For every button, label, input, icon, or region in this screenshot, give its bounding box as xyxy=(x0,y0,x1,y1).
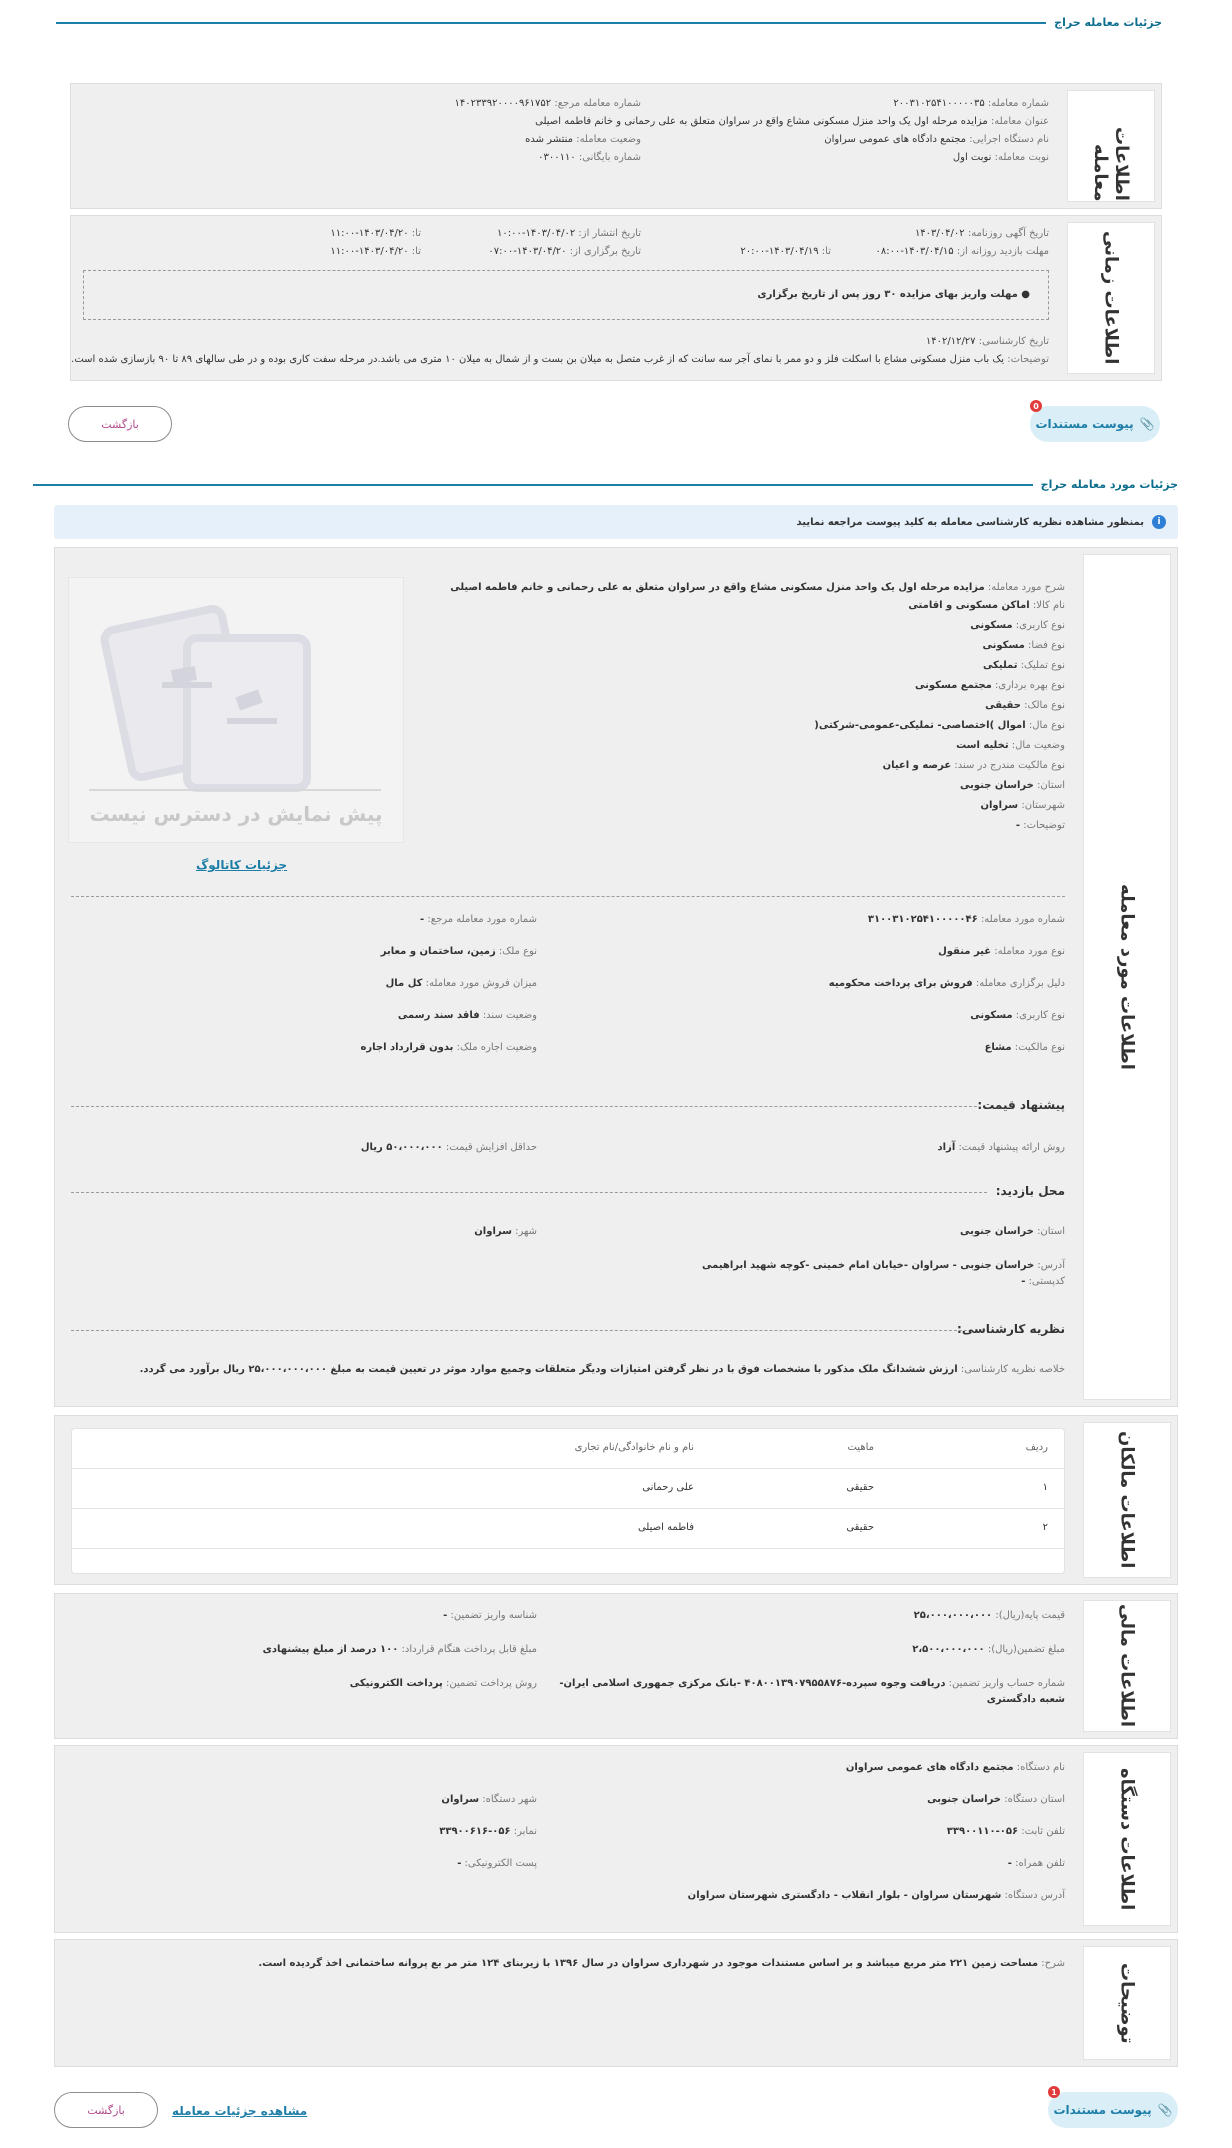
lease-status: وضعیت اجاره ملک: بدون قرارداد اجاره xyxy=(360,1042,537,1053)
item-owner-type: نوع مالک: حقیقی xyxy=(985,700,1065,711)
deal-info-side-label: اطلاعات معامله xyxy=(1067,90,1155,202)
visit-postal: کدپستی: - xyxy=(1021,1276,1065,1287)
deal-ref-number: شماره معامله مرجع: ۱۴۰۲۳۳۹۲۰۰۰۰۹۶۱۷۵۲ xyxy=(454,98,641,109)
payment-deadline-note: ● مهلت واریز بهای مزایده ۳۰ روز پس از تاریخ برگزاری xyxy=(757,289,1030,300)
item-goods: نام کالا: اماکن مسکونی و اقامتی xyxy=(908,600,1065,611)
visit-province: استان: خراسان جنوبی xyxy=(959,1226,1065,1237)
notes-side-label: توضیحات xyxy=(1083,1946,1171,2060)
deal-status: وضعیت معامله: منتشر شده xyxy=(525,134,641,145)
device-fax: نمابر: ۰۵۶-۳۳۹۰۰۶۱۶ xyxy=(439,1826,537,1837)
finance-side-label: اطلاعات مالی xyxy=(1083,1600,1171,1732)
publish-to: تا: ۱۴۰۳/۰۴/۲۰-۱۱:۰۰ xyxy=(330,228,421,239)
attachments-badge: 0 xyxy=(1030,400,1042,412)
sale-amount: میزان فروش مورد معامله: کل مال xyxy=(385,978,537,989)
item-ownership: نوع تملیک: تملیکی xyxy=(982,660,1065,671)
visit-address: آدرس: خراسان جنوبی - سراوان -خیابان امام خمینی -کوچه شهید ابراهیمی xyxy=(702,1260,1065,1271)
preview-image xyxy=(68,577,404,843)
deal-number: شماره معامله: ۲۰۰۳۱۰۲۵۴۱۰۰۰۰۰۳۵ xyxy=(893,98,1049,109)
view-deal-details-link[interactable]: مشاهده جزئیات معامله xyxy=(172,2104,308,2118)
item-exploit: نوع بهره برداری: مجتمع مسکونی xyxy=(915,680,1065,691)
section-title-item-details: جزئیات مورد معامله حراج xyxy=(33,478,1178,491)
guarantee-amount: مبلغ تضمین(ریال): ۲،۵۰۰،۰۰۰،۰۰۰ xyxy=(912,1644,1065,1655)
paperclip-icon: 📎 xyxy=(1157,2103,1173,2117)
deal-executor: نام دستگاه اجرایی: مجتمع دادگاه های عمومی سراوان xyxy=(824,134,1049,145)
deposit-id: شناسه واریز تضمین: - xyxy=(443,1610,537,1621)
attachments-badge-bottom: 1 xyxy=(1048,2086,1060,2098)
item-county: شهرستان: سراوان xyxy=(980,800,1065,811)
table-row: ۱ حقیقی علی رحمانی xyxy=(72,1469,1064,1509)
base-price: قیمت پایه(ریال): ۲۵،۰۰۰،۰۰۰،۰۰۰ xyxy=(913,1610,1065,1621)
deal-turn: نوبت معامله: نوبت اول xyxy=(952,152,1049,163)
item-doc-ownership: نوع مالکیت مندرج در سند: عرصه و اعیان xyxy=(882,760,1065,771)
info-icon: i xyxy=(1152,515,1166,529)
back-button[interactable]: بازگشت xyxy=(68,406,172,442)
publish-from: تاریخ انتشار از: ۱۴۰۳/۰۴/۰۲-۱۰:۰۰ xyxy=(497,228,641,239)
item-type: نوع مورد معامله: غیر منقول xyxy=(938,946,1065,957)
device-phone: تلفن ثابت: ۰۵۶-۳۳۹۰۰۱۱۰ xyxy=(946,1826,1065,1837)
attachments-button-bottom[interactable]: 📎 پیوست مستندات 1 xyxy=(1048,2092,1178,2128)
time-info-panel xyxy=(70,215,1162,381)
preview-unavailable-text: پیش نمایش در دسترس نیست xyxy=(89,802,383,826)
deal-info-panel xyxy=(70,83,1162,209)
back-button-bottom[interactable]: بازگشت xyxy=(54,2092,158,2128)
attachments-button[interactable]: 📎 پیوست مستندات 0 xyxy=(1030,406,1160,442)
visit-heading: محل بازدید: xyxy=(995,1184,1065,1198)
time-description: توضیحات: یک باب منزل مسکونی مشاع با اسکلت فلز و دو ممر با نمای آجر سه سانت که از غرب متصل به میلان بن بست و از شمال به میلان ۱۰ متری می باشد.در مرحله سفت کاری بوده و در طی سالهای ۸۹ تا ۹۰ بازسازی شده است. xyxy=(71,354,1049,365)
ad-date: تاریخ آگهی روزنامه: ۱۴۰۳/۰۴/۰۲ xyxy=(914,228,1049,239)
device-side-label: اطلاعات دستگاه xyxy=(1083,1752,1171,1926)
finance-panel xyxy=(54,1593,1178,1739)
item-space: نوع فضا: مسکونی xyxy=(982,640,1065,651)
deed-status: وضعیت سند: فاقد سند رسمی xyxy=(397,1010,537,1021)
hold-to: تا: ۱۴۰۳/۰۴/۲۰-۱۱:۰۰ xyxy=(330,246,421,257)
item-ownership-2: نوع مالکیت: مشاع xyxy=(984,1042,1065,1053)
item-number: شماره مورد معامله: ۳۱۰۰۳۱۰۲۵۴۱۰۰۰۰۰۴۶ xyxy=(867,914,1065,925)
device-panel xyxy=(54,1745,1178,1933)
item-notes: توضیحات: - xyxy=(1015,820,1065,831)
item-asset-status: وضعیت مال: تخلیه است xyxy=(956,740,1065,751)
section-title-auction-details: جزئیات معامله حراج xyxy=(56,16,1162,29)
expert-date: تاریخ کارشناسی: ۱۴۰۲/۱۲/۲۷ xyxy=(925,336,1049,347)
item-desc: شرح مورد معامله: مزایده مرحله اول یک واحد منزل مسکونی مشاع واقع در سراوان متعلق به علی رحمانی و خانم فاطمه اصیلی xyxy=(450,582,1065,593)
time-info-side-label: اطلاعات زمانی xyxy=(1067,222,1155,374)
device-email: پست الکترونیکی: - xyxy=(457,1858,537,1869)
expert-summary: خلاصه نظریه کارشناسی: ارزش ششدانگ ملک مذکور با مشخصات فوق با در نظر گرفتن امتیازات ودیگر متعلقات وجمیع موارد موثر در تعیین قیمت به مبلغ ۲۵،۰۰۰،۰۰۰،۰۰۰ ریال برآورد می گردد. xyxy=(139,1364,1065,1375)
min-increase: حداقل افزایش قیمت: ۵۰،۰۰۰،۰۰۰ ریال xyxy=(360,1142,537,1153)
catalog-details-link[interactable]: جزئیات کاتالوگ xyxy=(196,858,288,872)
property-type: نوع ملک: زمین، ساختمان و معابر xyxy=(380,946,537,957)
item-province: استان: خراسان جنوبی xyxy=(959,780,1065,791)
item-info-side-label: اطلاعات مورد معامله xyxy=(1083,554,1171,1400)
deposit-account-branch: شعبه دادگستری xyxy=(986,1694,1065,1705)
prepay-amount: مبلغ قابل پرداخت هنگام قرارداد: ۱۰۰ درصد از مبلغ پیشنهادی xyxy=(262,1644,537,1655)
deal-archive: شماره بایگانی: ۰۳۰۰۱۱۰ xyxy=(538,152,641,163)
paperclip-icon: 📎 xyxy=(1139,417,1155,431)
item-usage: نوع کاربری: مسکونی xyxy=(970,620,1065,631)
expert-heading: نظریه کارشناسی: xyxy=(957,1322,1065,1336)
visit-from: مهلت بازدید روزانه از: ۱۴۰۳/۰۴/۱۵-۰۸:۰۰ xyxy=(875,246,1049,257)
table-row: ۲ حقیقی فاطمه اصیلی xyxy=(72,1509,1064,1549)
owners-side-label: اطلاعات مالکان xyxy=(1083,1422,1171,1578)
device-address: آدرس دستگاه: شهرستان سراوان - بلوار انقلاب - دادگستری شهرستان سراوان xyxy=(687,1890,1065,1901)
holding-reason: دلیل برگزاری معامله: فروش برای پرداخت محکومیه xyxy=(828,978,1065,989)
notes-text: شرح: مساحت زمین ۲۲۱ متر مربع میباشد و بر اساس مستندات موجود در شهرداری سراوان در سال ۱۳۹۶ با زیربنای ۱۲۴ متر مر بع پروانه ساختمانی اخذ گردیده است. xyxy=(258,1958,1065,1969)
deal-title: عنوان معامله: مزایده مرحله اول یک واحد منزل مسکونی مشاع واقع در سراوان متعلق به علی رحمانی و خانم فاطمه اصیلی xyxy=(535,116,1049,127)
price-heading: پیشنهاد قیمت: xyxy=(977,1098,1065,1112)
notes-panel xyxy=(54,1939,1178,2067)
table-header: ردیف ماهیت نام و نام خانوادگی/نام تجاری xyxy=(72,1429,1064,1469)
guarantee-pay-method: روش پرداخت تضمین: پرداخت الکترونیکی xyxy=(349,1678,537,1689)
visit-city: شهر: سراوان xyxy=(474,1226,537,1237)
hold-from: تاریخ برگزاری از: ۱۴۰۳/۰۴/۲۰-۰۷:۰۰ xyxy=(488,246,641,257)
item-asset-type: نوع مال: اموال )اختصاصی- تملیکی-عمومی-شرکتی( xyxy=(814,720,1065,731)
owners-table xyxy=(71,1428,1065,1574)
deposit-account: شماره حساب واریز تضمین: دریافت وجوه سپرده-۴۰۸۰۰۱۳۹۰۷۹۵۵۸۷۶ -بانک مرکزی جمهوری اسلامی ایران- xyxy=(559,1678,1065,1689)
payment-deadline-box xyxy=(83,270,1049,320)
owners-panel xyxy=(54,1415,1178,1585)
visit-to: تا: ۱۴۰۳/۰۴/۱۹-۲۰:۰۰ xyxy=(740,246,831,257)
item-usage-2: نوع کاربری: مسکونی xyxy=(970,1010,1065,1021)
price-method: روش ارائه پیشنهاد قیمت: آزاد xyxy=(937,1142,1065,1153)
item-ref-number: شماره مورد معامله مرجع: - xyxy=(420,914,537,925)
device-province: استان دستگاه: خراسان جنوبی xyxy=(927,1794,1065,1805)
device-mobile: تلفن همراه: - xyxy=(1007,1858,1065,1869)
device-city: شهر دستگاه: سراوان xyxy=(441,1794,537,1805)
device-name: نام دستگاه: مجتمع دادگاه های عمومی سراوان xyxy=(845,1762,1065,1773)
expert-info-bar: i بمنظور مشاهده نظریه کارشناسی معامله به کلید پیوست مراجعه نمایید xyxy=(54,505,1178,539)
